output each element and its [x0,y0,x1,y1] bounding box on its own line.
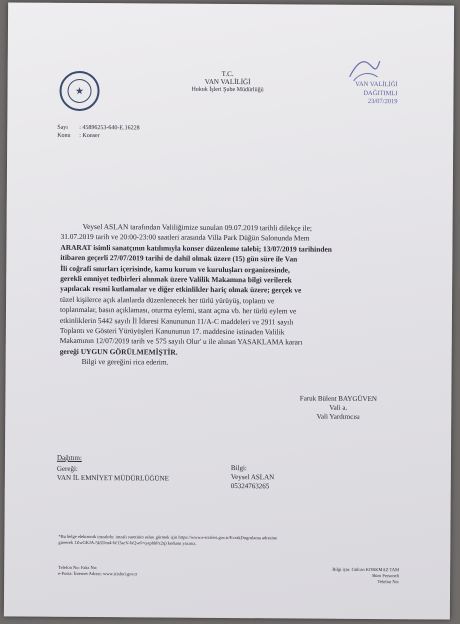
sayi-value: : 45896253-640-E.16228 [79,124,140,132]
footer-address [58,565,137,578]
footer-contact [309,567,399,586]
ministry-seal-icon [59,71,99,111]
distribution-left [57,454,169,484]
footer-contact-line1: Bilgi için: Gülcan KORKMAZ TAM [332,566,400,573]
footer-contact-line3: Telefon No: [377,579,400,585]
footer-note-line2: gireerek 1ZwGKJA-5k5Dm4-W13acV-W2w6+q-tphbPz2q) kodunu yazınız. [58,539,197,546]
body-line: Makamının 12/07/2019 tarih ve 575 sayılı Olur' u ile alınan YASAKLAMA kararı [59,336,303,347]
signature-block [263,394,413,422]
body-closing: Bilgi ve gereğini rica ederim. [81,357,169,367]
konu-label: Konu [57,132,71,139]
signer-role: Vali Yardımcısı [316,412,360,421]
footer-contact-line2: Büro Personeli [372,573,400,579]
header-department: Hukuk İşleri Şube Müdürlüğü [191,86,264,94]
signer-title: Vali a. [329,403,348,412]
body-line: yapılacak resmi kutlamalar ve diğer etkinlikler hariç olmak üzere; gerçek ve [60,284,302,295]
footer-note-line1: *Bu belge elektronik imzalıdır. imzalı suretinin aslını görmek için https://www.e-icisleri.gov.tr/EvrakDogrulama adresine [58,533,278,541]
body-line: toplanmalar, basın açıklaması, oturma eylemi, stant açma vb. her türlü eylem ve [59,305,297,316]
header-tc: T.C. [221,69,234,79]
stamp-line2: DAĞITIMLI [363,89,398,97]
body-line: ARARAT isimli sanatçının katılımıyla konser düzenleme talebi; 13/07/2019 tarihinden [60,242,332,254]
document-meta [57,124,139,141]
geregi-label: Gereği: [56,464,78,473]
body-line: etkinliklerin 5442 sayılı İl İdaresi Kanununun 11/A-C maddeleri ve 2911 sayılı [59,315,294,327]
stamp-line1: VAN VALİLİĞİ [355,80,398,89]
bilgi-phone: 05324763265 [230,482,270,491]
document-header [158,69,298,94]
konu-value: : Konser [79,132,100,140]
footer-address-line2: e-Posta: İnternet Adresi: www.icisleri.gov.tr [58,570,138,577]
body-line: tüzel kişilerce açık alanlarda düzenlenecek her türlü yürüyüş, toplantı ve [60,294,275,306]
body-line: gereği UYGUN GÖRÜLMEMİŞTİR. [59,346,178,357]
distribution-stamp [337,55,397,125]
body-line: gerekli emniyet tedbirleri alınmak üzere Valilik Makamına bilgi verilerek [60,273,292,285]
body-line: İli coğrafi sınırları içerisinde, kamu kurum ve kuruluşları organizesinde, [60,263,290,275]
header-governorship: VAN VALİLİĞİ [204,77,251,87]
document-page [4,2,454,619]
signer-name: Faruk Bülent BAYGÜVEN [299,394,377,404]
body-line: 31.07.2019 tarih ve 20:00-23:00 saatleri arasında Villa Park Düğün Salonunda Mem [60,232,310,243]
geregi-value: VAN İL EMNİYET MÜDÜRLÜĞÜNE [56,473,169,483]
sayi-label: Sayı [57,124,68,131]
footer-address-line1: Telefon No: Faks No: [58,564,98,571]
distribution-right [231,464,275,491]
footer-note [58,534,398,548]
body-line: itibaren geçerli 27/07/2019 tarihi de dahil olmak üzere (15) gün süre ile Van [60,253,298,264]
bilgi-name: Veysel ASLAN [230,473,275,482]
body-line: Toplantı ve Gösteri Yürüyüşleri Kanununun 17. maddesine istinaden Valilik [59,325,285,337]
body-line: Veysel ASLAN tarafından Valiliğimize sunulan 09.07.2019 tarihli dilekçe ile; [82,221,312,233]
bilgi-label: Bilgi: [230,464,247,473]
stamp-date: 23/07/2019 [367,97,398,106]
document-body [60,222,391,370]
dagitim-label: Dağıtım: [56,453,82,462]
